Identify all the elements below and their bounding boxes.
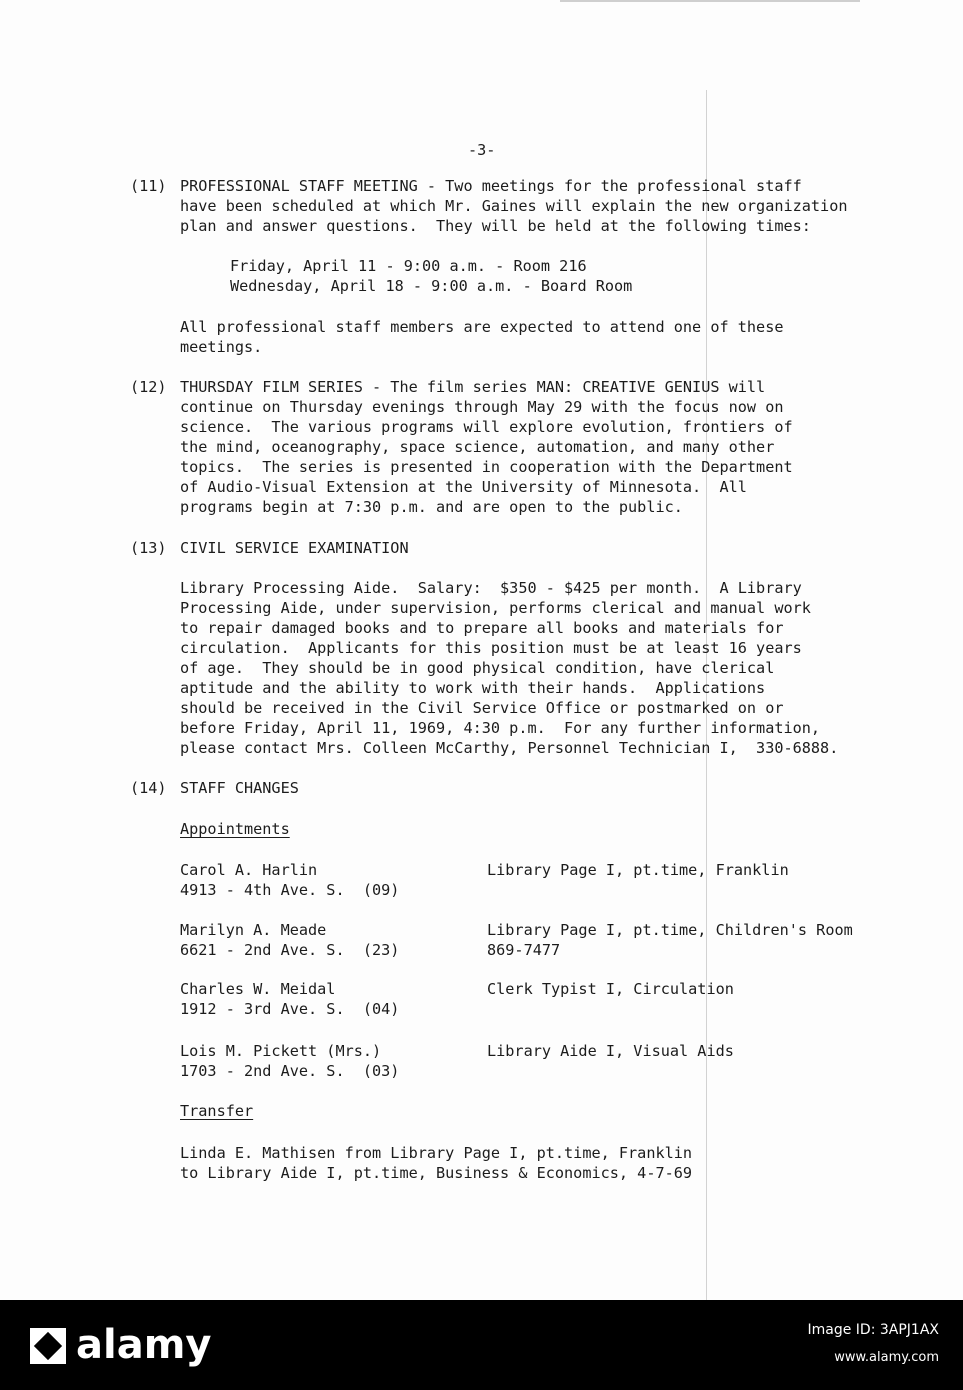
appointment-4-address: 1703 - 2nd Ave. S. (03) [180,1062,400,1080]
section-11-line-3: plan and answer questions. They will be held at the following times: [180,217,811,235]
appointment-2-address: 6621 - 2nd Ave. S. (23) [180,941,400,959]
site-url: www.alamy.com [834,1350,939,1365]
brand-logo [30,1322,630,1368]
meeting-time-1: Friday, April 11 - 9:00 a.m. - Room 216 [230,257,587,275]
section-12-number: (12) [130,378,167,396]
image-id: Image ID: 3APJ1AX [807,1322,939,1338]
section-14-heading: STAFF CHANGES [180,779,299,797]
appointment-4-name: Lois M. Pickett (Mrs.) [180,1042,382,1060]
section-13-number: (13) [130,539,167,557]
appointment-3-address: 1912 - 3rd Ave. S. (04) [180,1000,400,1018]
appointment-1-position: Library Page I, pt.time, Franklin [487,861,789,879]
section-13-line-1: Library Processing Aide. Salary: $350 - $425 per month. A Library [180,579,802,597]
page-number: -3- [468,141,496,159]
appointment-2-phone: 869-7477 [487,941,561,959]
appointments-heading: Appointments [180,820,290,838]
section-11-line-2: have been scheduled at which Mr. Gaines will explain the new organization [180,197,848,215]
section-14-number: (14) [130,779,167,797]
section-13-line-6: aptitude and the ability to work with their hands. Applications [180,679,766,697]
section-13-heading: CIVIL SERVICE EXAMINATION [180,539,409,557]
transfer-heading: Transfer [180,1102,254,1120]
appointment-3-name: Charles W. Meidal [180,980,336,998]
section-11-closing-1: All professional staff members are expected to attend one of these [180,318,784,336]
section-12-line-6: of Audio-Visual Extension at the University of Minnesota. All [180,478,747,496]
section-13-line-5: of age. They should be in good physical condition, have clerical [180,659,775,677]
appointment-1-name: Carol A. Harlin [180,861,318,879]
appointment-1-address: 4913 - 4th Ave. S. (09) [180,881,400,899]
section-11-closing-2: meetings. [180,338,263,356]
section-12-line-2: continue on Thursday evenings through May 29 with the focus now on [180,398,784,416]
appointment-4-position: Library Aide I, Visual Aids [487,1042,734,1060]
section-11-number: (11) [130,177,167,195]
appointment-2-name: Marilyn A. Meade [180,921,327,939]
section-11-line-1: PROFESSIONAL STAFF MEETING - Two meetings for the professional staff [180,177,802,195]
section-12-line-7: programs begin at 7:30 p.m. and are open to the public. [180,498,683,516]
watermark-footer [0,1300,963,1390]
meeting-time-2: Wednesday, April 18 - 9:00 a.m. - Board Room [230,277,633,295]
section-13-line-3: to repair damaged books and to prepare all books and materials for [180,619,784,637]
brand-name: alamy [76,1322,212,1368]
section-13-line-8: before Friday, April 11, 1969, 4:30 p.m. For any further information, [180,719,821,737]
scan-edge-line [560,0,860,2]
appointment-3-position: Clerk Typist I, Circulation [487,980,734,998]
section-13-line-7: should be received in the Civil Service Office or postmarked on or [180,699,784,717]
section-13-line-2: Processing Aide, under supervision, performs clerical and manual work [180,599,811,617]
appointment-2-position: Library Page I, pt.time, Children's Room [487,921,853,939]
section-13-line-9: please contact Mrs. Colleen McCarthy, Personnel Technician I, 330-6888. [180,739,839,757]
brand-mark-icon [30,1328,66,1364]
transfer-line-1: Linda E. Mathisen from Library Page I, pt.time, Franklin [180,1144,693,1162]
section-12-line-4: the mind, oceanography, space science, automation, and many other [180,438,775,456]
section-13-line-4: circulation. Applicants for this position must be at least 16 years [180,639,802,657]
section-12-line-3: science. The various programs will explore evolution, frontiers of [180,418,793,436]
section-12-line-1: THURSDAY FILM SERIES - The film series MAN: CREATIVE GENIUS will [180,378,766,396]
section-12-line-5: topics. The series is presented in cooperation with the Department [180,458,793,476]
transfer-line-2: to Library Aide I, pt.time, Business & Economics, 4-7-69 [180,1164,693,1182]
